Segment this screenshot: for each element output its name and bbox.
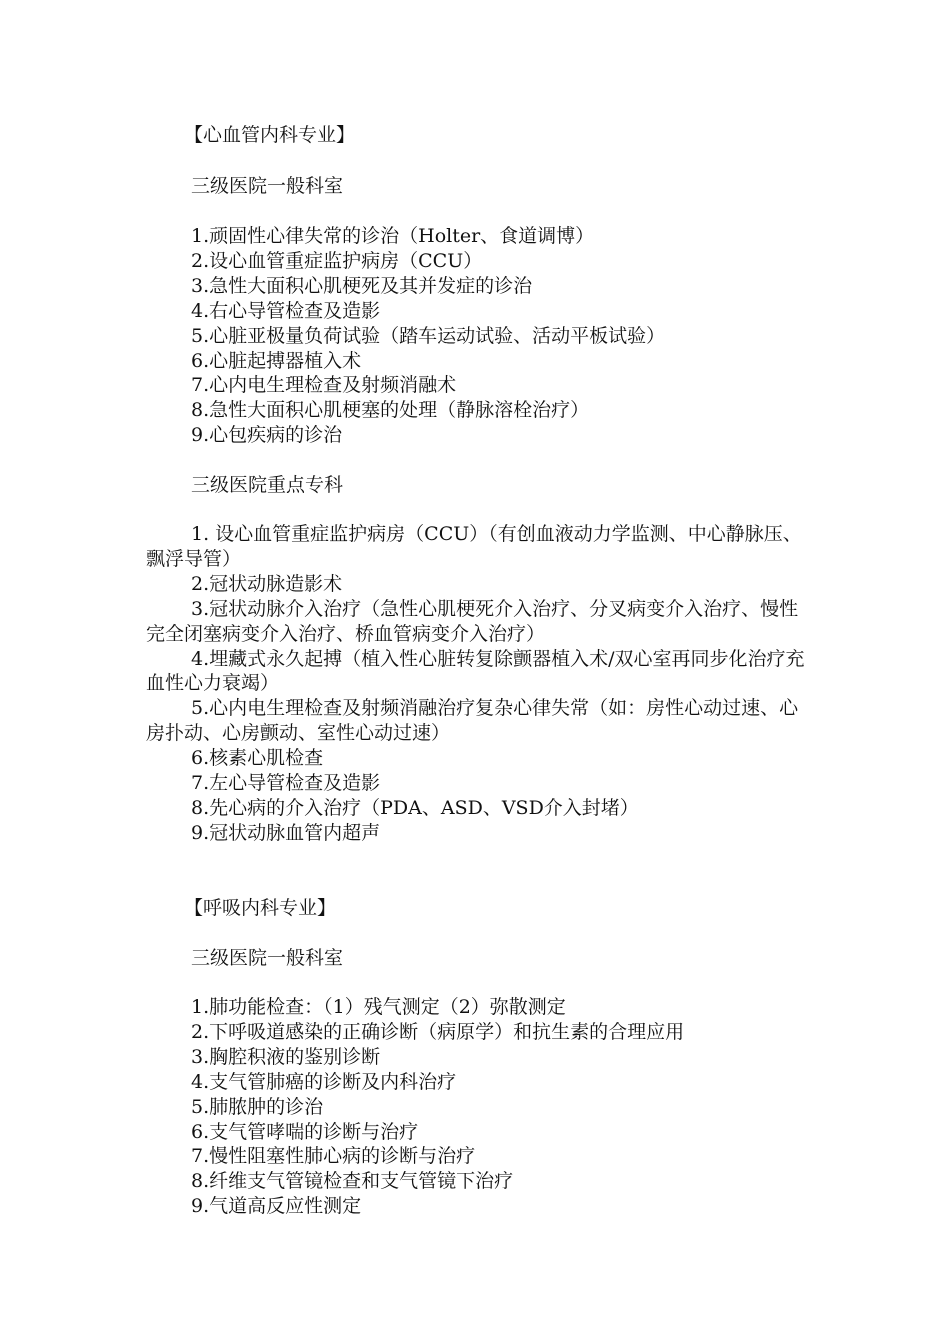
list-item: 1. 设心血管重症监护病房（CCU）（有创血液动力学监测、中心静脉压、飘浮导管） — [146, 523, 802, 570]
section-respiratory-title-block — [146, 896, 806, 921]
cardiology-key-list-block — [146, 522, 806, 846]
list-item: 3.胸腔积液的鉴别诊断 — [191, 1045, 381, 1068]
respiratory-general-list-block — [146, 995, 806, 1219]
list-item: 3.急性大面积心肌梗死及其并发症的诊治 — [191, 274, 533, 297]
list-item: 9.冠状动脉血管内超声 — [191, 821, 381, 844]
list-item: 7.慢性阻塞性肺心病的诊断与治疗 — [191, 1145, 476, 1168]
list-item: 4.右心导管检查及造影 — [191, 299, 381, 322]
list-item: 2.冠状动脉造影术 — [191, 572, 343, 595]
list-item: 7.心内电生理检查及射频消融术 — [191, 374, 457, 397]
list-item: 3.冠状动脉介入治疗（急性心肌梗死介入治疗、分叉病变介入治疗、慢性完全闭塞病变介入治疗、桥血管病变介入治疗） — [146, 597, 799, 645]
list-item: 8.急性大面积心肌梗塞的处理（静脉溶栓治疗） — [191, 399, 590, 422]
cardiology-key-list — [146, 522, 806, 846]
cardiology-general-list — [146, 224, 806, 448]
group-heading: 三级医院重点专科 — [191, 474, 344, 496]
list-item: 6.核素心肌检查 — [191, 747, 324, 770]
list-item: 1.顽固性心律失常的诊治（Holter、食道调博） — [191, 225, 595, 247]
list-item: 2.下呼吸道感染的正确诊断（病原学）和抗生素的合理应用 — [191, 1020, 685, 1043]
group-key-heading-block — [146, 473, 806, 498]
list-item: 6.心脏起搏器植入术 — [191, 349, 362, 372]
group-heading: 三级医院一般科室 — [191, 947, 344, 969]
list-item: 8.纤维支气管镜检查和支气管镜下治疗 — [191, 1170, 514, 1193]
group-heading: 三级医院一般科室 — [191, 175, 344, 197]
respiratory-general-list — [146, 995, 806, 1219]
list-item: 7.左心导管检查及造影 — [191, 772, 381, 795]
respiratory-group-heading-block — [146, 946, 806, 971]
cardiology-general-list-block — [146, 224, 806, 448]
list-item: 4.支气管肺癌的诊断及内科治疗 — [191, 1070, 457, 1093]
list-item: 6.支气管哮喘的诊断与治疗 — [191, 1120, 419, 1143]
group-general-heading-block — [146, 174, 806, 199]
section-title: 【心血管内科专业】 — [184, 124, 356, 146]
list-item: 5.心内电生理检查及射频消融治疗复杂心律失常（如：房性心动过速、心房扑动、心房颤动、室性心动过速） — [146, 697, 799, 745]
list-item: 9.心包疾病的诊治 — [191, 424, 343, 447]
section-cardiology-title-block — [146, 123, 806, 148]
list-item: 2.设心血管重症监护病房（CCU） — [191, 249, 483, 272]
list-item: 8.先心病的介入治疗（PDA、ASD、VSD介入封堵） — [191, 796, 639, 819]
list-item: 4.埋藏式永久起搏（植入性心脏转复除颤器植入术/双心室再同步化治疗充血性心力衰竭） — [146, 647, 805, 695]
list-item: 1.肺功能检查：（1）残气测定（2）弥散测定 — [191, 996, 566, 1018]
list-item: 9.气道高反应性测定 — [191, 1195, 362, 1218]
list-item: 5.心脏亚极量负荷试验（踏车运动试验、活动平板试验） — [191, 324, 666, 347]
section-title: 【呼吸内科专业】 — [184, 897, 337, 919]
list-item: 5.肺脓肿的诊治 — [191, 1095, 324, 1118]
